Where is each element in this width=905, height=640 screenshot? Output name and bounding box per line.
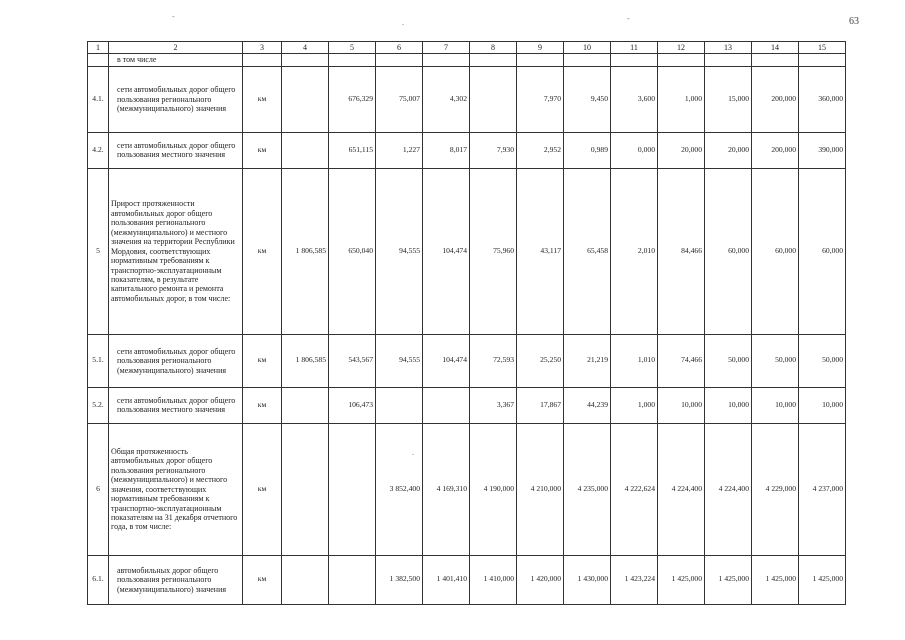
value-cell: 1 425,000 — [752, 555, 799, 604]
value-cell: 9,450 — [564, 66, 611, 132]
value-cell: 1 430,000 — [564, 555, 611, 604]
table-row — [88, 54, 846, 66]
value-cell: 4 222,624 — [611, 423, 658, 555]
value-cell: 21,219 — [564, 334, 611, 387]
value-cell — [705, 54, 752, 66]
value-cell: 75,960 — [470, 168, 517, 334]
value-cell: 1 420,000 — [517, 555, 564, 604]
unit-cell: км — [243, 66, 282, 132]
value-cell: 676,329 — [329, 66, 376, 132]
row-number: 6 — [88, 423, 109, 555]
value-cell: 10,000 — [705, 387, 752, 423]
value-cell — [564, 54, 611, 66]
column-header: 14 — [752, 42, 799, 54]
value-cell: 3 852,400 — [376, 423, 423, 555]
value-cell — [282, 423, 329, 555]
row-number: 5.1. — [88, 334, 109, 387]
column-header: 9 — [517, 42, 564, 54]
column-header: 4 — [282, 42, 329, 54]
unit-cell: км — [243, 132, 282, 168]
indicator-name: сети автомобильных дорог общего пользования регионального (межмуниципального) значения — [109, 66, 243, 132]
value-cell: 2,952 — [517, 132, 564, 168]
header-row — [88, 42, 846, 54]
value-cell: 650,040 — [329, 168, 376, 334]
indicator-name: Общая протяженность автомобильных дорог общего пользования регионального (межмуниципального) и местного значения, соответствующих нормативным требованиям к транспортно-эксплуатационным показателям на 31 декабря отчетного года, в том числе: — [109, 423, 243, 555]
value-cell: 4 210,000 — [517, 423, 564, 555]
value-cell: 1,000 — [658, 66, 705, 132]
value-cell — [282, 54, 329, 66]
value-cell: 360,000 — [799, 66, 846, 132]
value-cell: 543,567 — [329, 334, 376, 387]
value-cell: 106,473 — [329, 387, 376, 423]
table-row — [88, 334, 846, 387]
scan-speck: - — [172, 12, 175, 21]
value-cell: 2,010 — [611, 168, 658, 334]
value-cell: 4 235,000 — [564, 423, 611, 555]
value-cell: 3,600 — [611, 66, 658, 132]
value-cell: 7,930 — [470, 132, 517, 168]
value-cell — [611, 54, 658, 66]
value-cell: 8,017 — [423, 132, 470, 168]
unit-cell: км — [243, 168, 282, 334]
unit-cell: км — [243, 387, 282, 423]
value-cell: 43,117 — [517, 168, 564, 334]
row-number: 5.2. — [88, 387, 109, 423]
unit-cell: км — [243, 555, 282, 604]
value-cell: 1,000 — [611, 387, 658, 423]
column-header: 7 — [423, 42, 470, 54]
column-header: 13 — [705, 42, 752, 54]
value-cell: 4 169,310 — [423, 423, 470, 555]
scan-speck: . — [412, 448, 414, 457]
row-number: 5 — [88, 168, 109, 334]
value-cell: 390,000 — [799, 132, 846, 168]
row-number: 4.1. — [88, 66, 109, 132]
unit-cell: км — [243, 423, 282, 555]
value-cell: 1 425,000 — [705, 555, 752, 604]
value-cell: 4 224,400 — [705, 423, 752, 555]
value-cell: 1,010 — [611, 334, 658, 387]
value-cell: 60,000 — [705, 168, 752, 334]
column-header: 6 — [376, 42, 423, 54]
indicator-name: сети автомобильных дорог общего пользования регионального (межмуниципального) значения — [109, 334, 243, 387]
table-row — [88, 132, 846, 168]
value-cell: 104,474 — [423, 334, 470, 387]
indicator-name: сети автомобильных дорог общего пользования местного значения — [109, 387, 243, 423]
value-cell — [517, 54, 564, 66]
value-cell — [799, 54, 846, 66]
value-cell: 17,867 — [517, 387, 564, 423]
table-row — [88, 387, 846, 423]
value-cell: 20,000 — [705, 132, 752, 168]
column-header: 11 — [611, 42, 658, 54]
value-cell — [376, 387, 423, 423]
value-cell — [423, 54, 470, 66]
value-cell: 104,474 — [423, 168, 470, 334]
value-cell — [282, 66, 329, 132]
value-cell — [423, 387, 470, 423]
value-cell: 84,466 — [658, 168, 705, 334]
value-cell: 4 190,000 — [470, 423, 517, 555]
value-cell: 72,593 — [470, 334, 517, 387]
road-indicators-table — [87, 41, 846, 605]
value-cell: 75,007 — [376, 66, 423, 132]
value-cell: 20,000 — [658, 132, 705, 168]
value-cell — [658, 54, 705, 66]
value-cell — [329, 54, 376, 66]
value-cell: 4 224,400 — [658, 423, 705, 555]
value-cell: 1 382,500 — [376, 555, 423, 604]
value-cell: 4 229,000 — [752, 423, 799, 555]
column-header: 3 — [243, 42, 282, 54]
table-row — [88, 66, 846, 132]
row-number: 6.1. — [88, 555, 109, 604]
value-cell: 4 237,000 — [799, 423, 846, 555]
value-cell — [282, 555, 329, 604]
value-cell: 1 806,585 — [282, 334, 329, 387]
column-header: 1 — [88, 42, 109, 54]
value-cell: 50,000 — [799, 334, 846, 387]
table-row — [88, 423, 846, 555]
page-number: 63 — [849, 16, 859, 27]
value-cell: 1 806,585 — [282, 168, 329, 334]
column-header: 2 — [109, 42, 243, 54]
value-cell: 1,227 — [376, 132, 423, 168]
value-cell — [329, 555, 376, 604]
value-cell: 200,000 — [752, 132, 799, 168]
value-cell: 60,000 — [752, 168, 799, 334]
value-cell: 74,466 — [658, 334, 705, 387]
value-cell — [470, 54, 517, 66]
column-header: 5 — [329, 42, 376, 54]
scan-speck: - — [627, 14, 630, 23]
value-cell: 200,000 — [752, 66, 799, 132]
row-number: 4.2. — [88, 132, 109, 168]
value-cell: 25,250 — [517, 334, 564, 387]
row-number — [88, 54, 109, 66]
value-cell — [752, 54, 799, 66]
column-header: 10 — [564, 42, 611, 54]
value-cell: 50,000 — [705, 334, 752, 387]
value-cell: 94,555 — [376, 168, 423, 334]
value-cell: 3,367 — [470, 387, 517, 423]
value-cell: 50,000 — [752, 334, 799, 387]
value-cell: 60,000 — [799, 168, 846, 334]
column-header: 15 — [799, 42, 846, 54]
value-cell: 10,000 — [658, 387, 705, 423]
scan-speck: . — [402, 18, 404, 27]
value-cell: 7,970 — [517, 66, 564, 132]
indicator-name: Прирост протяженности автомобильных дорог общего пользования регионального (межмуниципального) и местного значения на территории Республики Мордовия, соответствующих нормативным требованиям к транспортно-эксплуатационным показателям, в результате капитального ремонта и ремонта автомобильных дорог, в том числе: — [109, 168, 243, 334]
indicator-name: в том числе — [109, 54, 243, 66]
value-cell: 1 410,000 — [470, 555, 517, 604]
indicator-name: сети автомобильных дорог общего пользования местного значения — [109, 132, 243, 168]
indicator-name: автомобильных дорог общего пользования регионального (межмуниципального) значения — [109, 555, 243, 604]
value-cell: 44,239 — [564, 387, 611, 423]
value-cell — [376, 54, 423, 66]
value-cell: 65,458 — [564, 168, 611, 334]
value-cell: 651,115 — [329, 132, 376, 168]
value-cell: 0,989 — [564, 132, 611, 168]
value-cell: 15,000 — [705, 66, 752, 132]
value-cell: 0,000 — [611, 132, 658, 168]
column-header: 8 — [470, 42, 517, 54]
column-header: 12 — [658, 42, 705, 54]
unit-cell: км — [243, 334, 282, 387]
value-cell: 10,000 — [799, 387, 846, 423]
value-cell — [282, 387, 329, 423]
table-row — [88, 555, 846, 604]
value-cell — [329, 423, 376, 555]
value-cell: 1 425,000 — [658, 555, 705, 604]
value-cell: 10,000 — [752, 387, 799, 423]
table-row — [88, 168, 846, 334]
value-cell — [470, 66, 517, 132]
value-cell: 94,555 — [376, 334, 423, 387]
value-cell — [282, 132, 329, 168]
value-cell: 1 423,224 — [611, 555, 658, 604]
value-cell: 1 401,410 — [423, 555, 470, 604]
value-cell: 4,302 — [423, 66, 470, 132]
unit-cell — [243, 54, 282, 66]
value-cell: 1 425,000 — [799, 555, 846, 604]
